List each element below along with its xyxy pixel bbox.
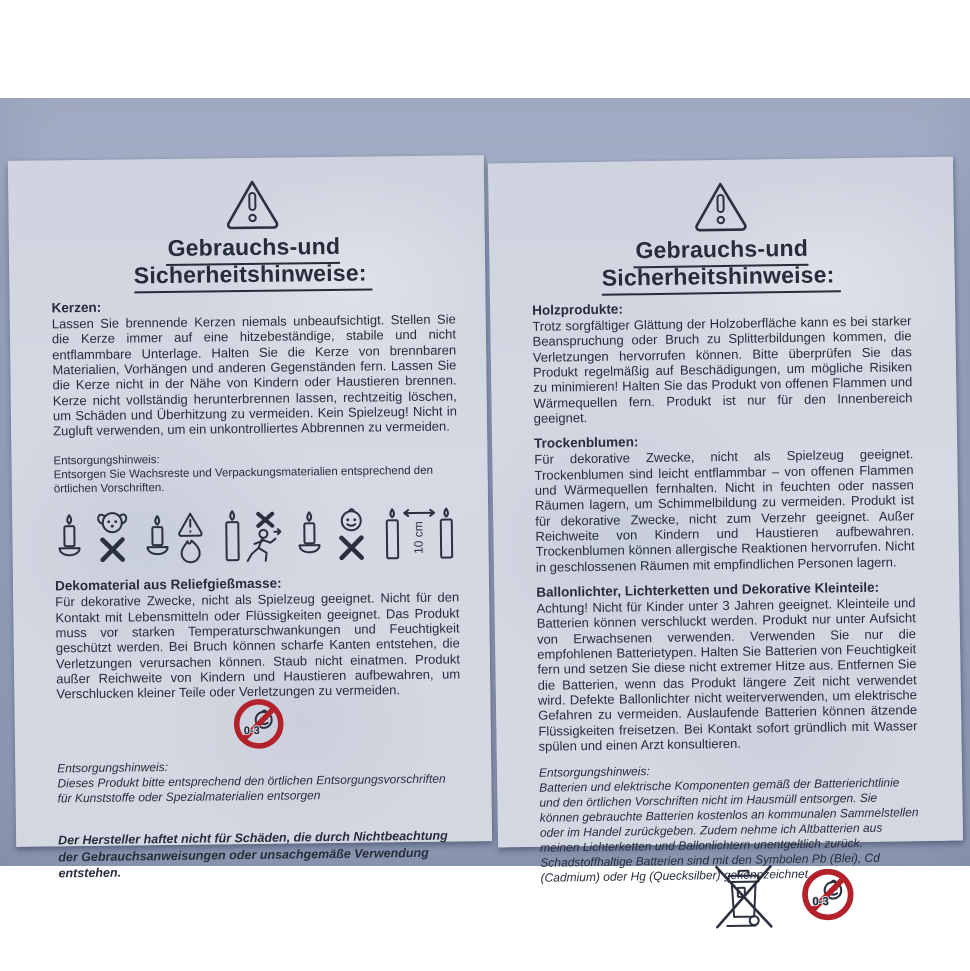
candle-pictogram-row	[56, 506, 457, 569]
candle-no-pets-icon	[56, 510, 133, 569]
disposal-body: Entsorgen Sie Wachsreste und Verpackungsmaterialien entsprechend den örtlichen Vorschriften.	[53, 464, 434, 496]
candle-distance-icon	[382, 506, 457, 565]
section-heading-ballonlichter: Ballonlichter, Lichterketten und Dekorative Kleinteile:	[536, 579, 880, 600]
section-body-kerzen: Lassen Sie brennende Kerzen niemals unbeaufsichtigt. Stellen Sie die Kerze immer auf eine hitzebeständige, stabile und nicht entflammbare Unterlage. Halten Sie die Kerze von brennbaren Materialien, Vorhängen und anderen Gegenständen fern. Lassen Sie die Kerze nicht in der Nähe von Kindern oder Haustieren brennen. Kerze nicht vollständig herunterbrennen lassen, rechtzeitig löschen, um Schäden und Überhitzung zu vermeiden. Kein Spielzeug! Nicht in Zugluft verwenden, um ein unkontrolliertes Abbrennen zu vermeiden.	[51, 311, 458, 439]
warning-triangle-icon	[530, 177, 910, 235]
manufacturer-disclaimer: Der Hersteller haftet nicht für Schäden, die durch Nichtbeachtung der Gebrauchsanweisungen oder unsachgemäße Verwendung entstehen.	[58, 828, 448, 881]
photo-background	[0, 98, 970, 909]
section-body-ballonlichter: Achtung! Nicht für Kinder unter 3 Jahren geeignet. Kleinteile und Batterien können verschluckt werden. Produkt nur unter Aufsicht von Erwachsenen verwenden. Verwenden Sie nur die empfohlenen Batterietypen. Halten Sie Batterien von Feuchtigkeit fern und setzen Sie diese nicht extremer Hitze aus. Entfernen Sie die Batterien, wenn das Produkt längere Zeit nicht verwendet wird. Defekte Ballonlichter nicht weiterverwenden, um elektrische Gefahren zu vermeiden. Auslaufende Batterien können ätzende Flüssigkeiten freisetzen. Bei Kontakt sofort gründlich mit Wasser spülen und einen Arzt konsultieren.	[536, 595, 918, 754]
age-badge-label: 0-3	[812, 896, 829, 909]
distance-label: 10 cm	[411, 521, 426, 555]
crossed-out-wheelie-bin-icon	[708, 860, 777, 931]
section-heading-trockenblumen: Trockenblumen:	[534, 434, 639, 452]
age-0-3-prohibition-icon	[798, 865, 857, 924]
section-body-deko: Für dekorative Zwecke, nicht als Spielzeug geeignet. Nicht für den Kontakt mit Lebensmitteln oder Flüssigkeiten geeignet. Das Produkt muss vor starken Temperaturschwankungen und Feuchtigkeit geschützt werden. Bei Bruch können scharfe Kanten entstehen, die Verletzungen verursachen können. Staub nicht einatmen. Produkt außer Reichweite von Kindern und Haustieren aufbewahren, um Verschlucken kleiner Teile oder Verletzungen zu vermeiden.	[55, 589, 461, 702]
section-body-holzprodukte: Trotz sorgfältiger Glättung der Holzoberfläche kann es bei starker Beanspruchung oder Bruch zu Splitterbildungen kommen, die Verletzungen hervorrufen können. Bitte überprüfen Sie das Produkt regelmäßig auf Beschädigungen, um mögliche Risiken zu minimieren! Halten Sie das Produkt von offenen Flammen und Wärmequellen fern. Produkt ist nur für den Innenbereich geeignet.	[532, 313, 913, 426]
disposal-heading: Entsorgungshinweis:	[538, 764, 650, 780]
candle-fire-hazard-icon	[144, 509, 207, 568]
warning-triangle-icon	[50, 175, 455, 232]
left-safety-sheet	[8, 155, 492, 881]
disposal-body: Batterien und elektrische Komponenten gemäß der Batterierichtlinie und den örtlichen Vorschriften nicht im Hausmüll entsorgen. Sie können gebrauchte Batterien kostenlos an kommunalen Sammelstellen oder im Handel zurückgeben. Zudem nehme ich Altbatterien aus meinen Lichterketten und Ballonlichtern unentgeltlich zurück. Schadstoffhaltige Batterien sind mit den Symbolen Pb (Blei), Cd (Cadmium) oder Hg (Quecksilber) gekennzeichnet.	[539, 775, 919, 885]
section-heading-deko: Dekomaterial aus Reliefgießmasse:	[54, 575, 282, 594]
section-heading-holzprodukte: Holzprodukte:	[532, 301, 623, 318]
page-title: Gebrauchs-und Sicherheitshinweise:	[51, 231, 456, 290]
section-heading-kerzen: Kerzen:	[51, 299, 102, 316]
right-safety-sheet	[488, 157, 963, 909]
candle-do-not-move-icon	[218, 508, 285, 567]
age-0-3-prohibition-icon	[56, 693, 461, 759]
disposal-heading: Entsorgungshinweis:	[53, 453, 160, 468]
section-body-trockenblumen: Für dekorative Zwecke, nicht als Spielzeug geeignet. Trockenblumen sind leicht entflammbar – von offenen Flammen und Wärmequellen fernhalten. Nicht in feuchten oder nassen Räumen lagern, um Schimmelbildung zu vermeiden. Produkt ist für dekorative Zwecke, nicht zum Verzehr geeignet. Außer Reichweite von Kindern und Haustieren aufbewahren. Trockenblumen können allergische Reaktionen hervorrufen. Nicht in geschlossenen Räumen mit empfindlichen Personen lagern.	[534, 446, 915, 575]
disposal2-heading: Entsorgungshinweis:	[57, 759, 169, 776]
disposal2-body: Dieses Produkt bitte entsprechend den örtlichen Entsorgungsvorschriften für Kunststoffe oder Spezialmaterialien entsorgen	[57, 771, 446, 806]
candle-no-children-icon	[296, 507, 371, 566]
age-badge-label: 0-3	[243, 724, 260, 737]
page-title: Gebrauchs-und Sicherheitshinweise:	[531, 233, 911, 293]
